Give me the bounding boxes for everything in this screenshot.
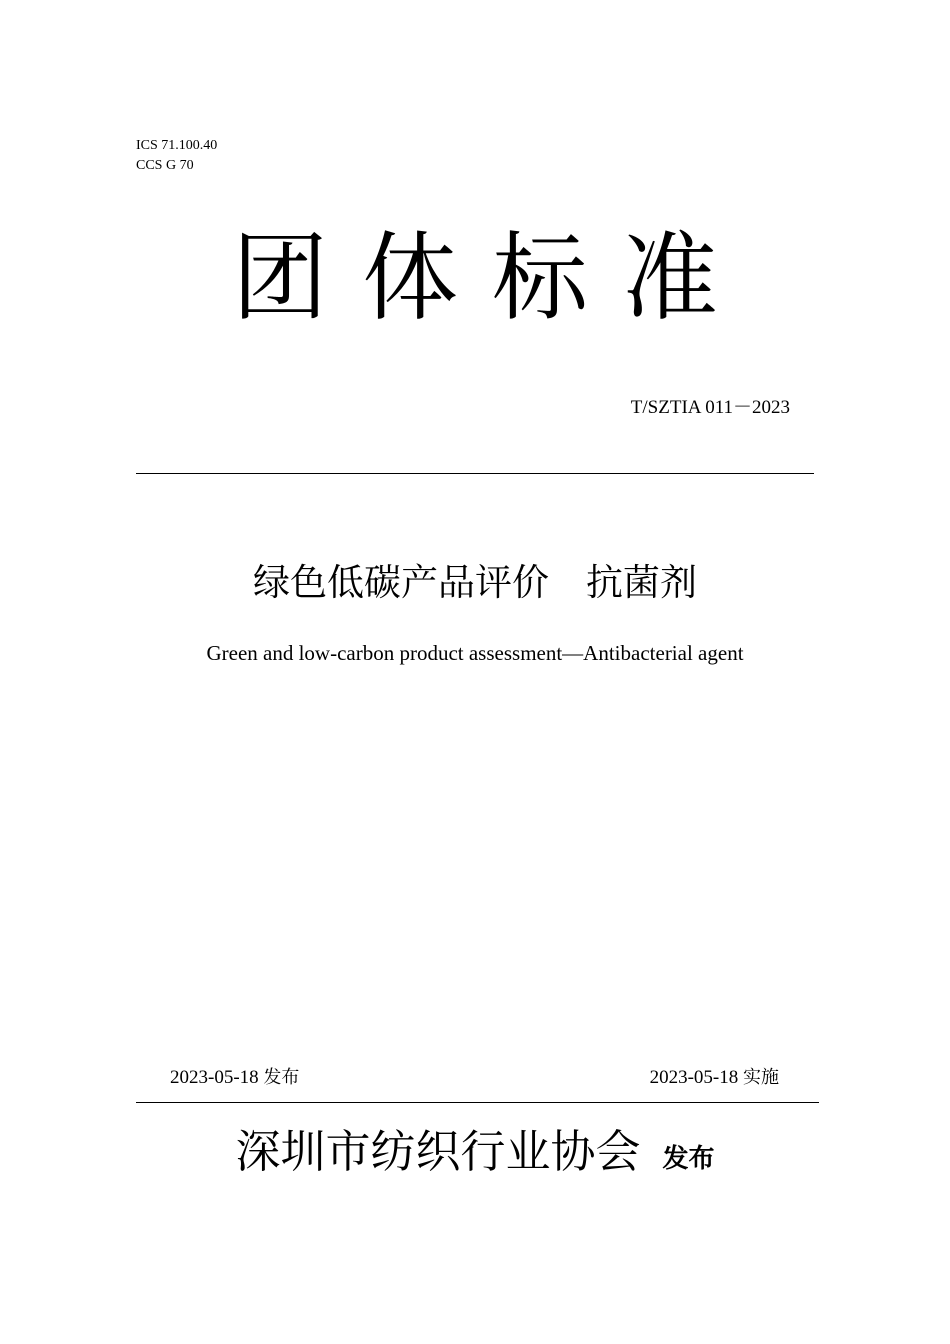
publish-date-line bbox=[170, 1066, 299, 1090]
ics-code: ICS 71.100.40 bbox=[136, 138, 218, 153]
bottom-divider bbox=[136, 1102, 819, 1103]
publisher-name: 深圳市纺织行业协会 bbox=[235, 1125, 641, 1178]
publisher-line bbox=[0, 1120, 950, 1184]
page-title: 团体标准 bbox=[232, 222, 752, 334]
document-title-en: Green and low-carbon product assessment—Antibacterial agent bbox=[206, 641, 744, 665]
publish-label: 发布 bbox=[263, 1067, 300, 1088]
document-title-cn: 绿色低碳产品评价 抗菌剂 bbox=[253, 561, 697, 604]
standard-number: T/SZTIA 011－2023 bbox=[630, 397, 790, 418]
publisher-suffix: 发布 bbox=[662, 1144, 715, 1174]
implement-date-line bbox=[650, 1066, 779, 1090]
implement-date: 2023-05-18 bbox=[649, 1067, 739, 1088]
implement-label: 实施 bbox=[743, 1067, 779, 1088]
classification-codes bbox=[136, 136, 217, 176]
ccs-code: CCS G 70 bbox=[136, 158, 194, 173]
top-divider bbox=[136, 473, 814, 474]
publish-date: 2023-05-18 bbox=[170, 1067, 259, 1088]
